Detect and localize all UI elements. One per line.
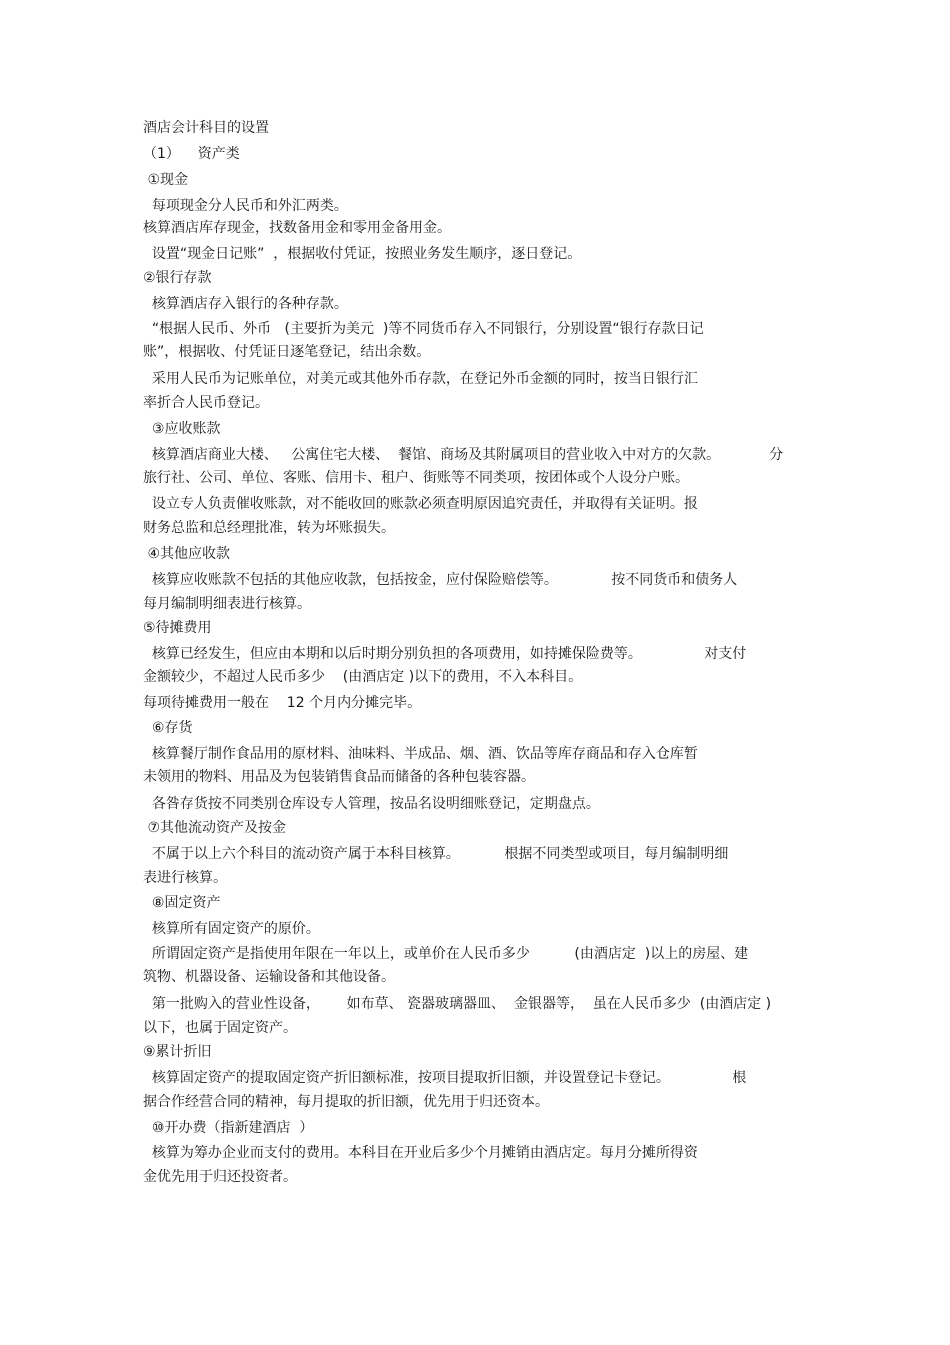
text-line: “根据人民币、外币 (主要折为美元 )等不同货币存入不同银行，分别设置“银行存款日记 (143, 321, 704, 337)
text-line: 以下，也属于固定资产。 (143, 1020, 297, 1036)
section-heading: ⑨累计折旧 (143, 1044, 212, 1060)
section-heading: ⑩开办费（指新建酒店 ） (143, 1120, 314, 1136)
section-heading: ⑧固定资产 (143, 895, 221, 911)
text-line: 核算酒店商业大楼、 公寓住宅大楼、 餐馆、商场及其附属项目的营业收入中对方的欠款。 分 (143, 447, 784, 463)
section-heading: ⑦其他流动资产及按金 (143, 820, 287, 836)
text-line: 每项待摊费用一般在 12 个月内分摊完毕。 (143, 695, 422, 711)
text-line: 核算所有固定资产的原价。 (143, 921, 320, 937)
text-line: 各咎存货按不同类别仓库设专人管理，按品名设明细账登记，定期盘点。 (143, 796, 600, 812)
text-line: 核算已经发生，但应由本期和以后时期分别负担的各项费用，如持摊保险费等。 对支付 (143, 646, 747, 662)
text-line: 未领用的物料、用品及为包装销售食品而储备的各种包装容器。 (143, 769, 535, 785)
text-line: 不属于以上六个科目的流动资产属于本科目核算。 根据不同类型或项目，每月编制明细 (143, 846, 729, 862)
text-line: 率折合人民币登记。 (143, 395, 269, 411)
text-line: 财务总监和总经理批准，转为坏账损失。 (143, 520, 395, 536)
section-heading: ②银行存款 (143, 270, 212, 286)
text-line: 核算餐厅制作食品用的原材料、油味料、半成品、烟、酒、饮品等库存商品和存入仓库暂 (143, 746, 698, 762)
text-line: 核算酒店库存现金，找数备用金和零用金备用金。 (143, 220, 451, 236)
text-line: 核算酒店存入银行的各种存款。 (143, 296, 348, 312)
text-line: 核算为筹办企业而支付的费用。本科目在开业后多少个月摊销由酒店定。每月分摊所得资 (143, 1145, 698, 1161)
text-line: 账”，根据收、付凭证日逐笔登记，结出余数。 (143, 344, 431, 360)
text-line: （1） 资产类 (143, 146, 240, 162)
text-line: 核算应收账款不包括的其他应收款，包括按金，应付保险赔偿等。 按不同货币和债务人 (143, 572, 738, 588)
text-line: 表进行核算。 (143, 870, 227, 886)
text-line: 每项现金分人民币和外汇两类。 (143, 198, 348, 214)
section-heading: ⑤待摊费用 (143, 620, 212, 636)
text-line: 据合作经营合同的精神，每月提取的折旧额，优先用于归还资本。 (143, 1094, 549, 1110)
section-heading: ⑥存货 (143, 720, 193, 736)
text-line: 每月编制明细表进行核算。 (143, 596, 311, 612)
text-line: 核算固定资产的提取固定资产折旧额标准，按项目提取折旧额，并设置登记卡登记。 根 (143, 1070, 747, 1086)
section-heading: ③应收账款 (143, 421, 221, 437)
text-line: 金优先用于归还投资者。 (143, 1169, 297, 1185)
section-heading: ④其他应收款 (143, 546, 231, 562)
text-line: 设置“现金日记账” ，根据收付凭证，按照业务发生顺序，逐日登记。 (143, 246, 582, 262)
section-heading: ①现金 (143, 172, 189, 188)
document-title: 酒店会计科目的设置 (143, 120, 269, 136)
text-line: 筑物、机器设备、运输设备和其他设备。 (143, 969, 395, 985)
text-line: 第一批购入的营业性设备， 如布草、 瓷器玻璃器皿、 金银器等， 虽在人民币多少 (由酒店定 ) (143, 996, 772, 1012)
text-line: 采用人民币为记账单位，对美元或其他外币存款，在登记外币金额的同时，按当日银行汇 (143, 371, 698, 387)
text-line: 设立专人负责催收账款，对不能收回的账款必须查明原因追究责任，并取得有关证明。报 (143, 496, 698, 512)
text-line: 旅行社、公司、单位、客账、信用卡、租户、街账等不同类项，按团体或个人设分户账。 (143, 470, 689, 486)
text-line: 所谓固定资产是指使用年限在一年以上，或单价在人民币多少 (由酒店定 )以上的房屋、建 (143, 946, 749, 962)
text-line: 金额较少，不超过人民币多少 (由酒店定 )以下的费用，不入本科目。 (143, 669, 583, 685)
